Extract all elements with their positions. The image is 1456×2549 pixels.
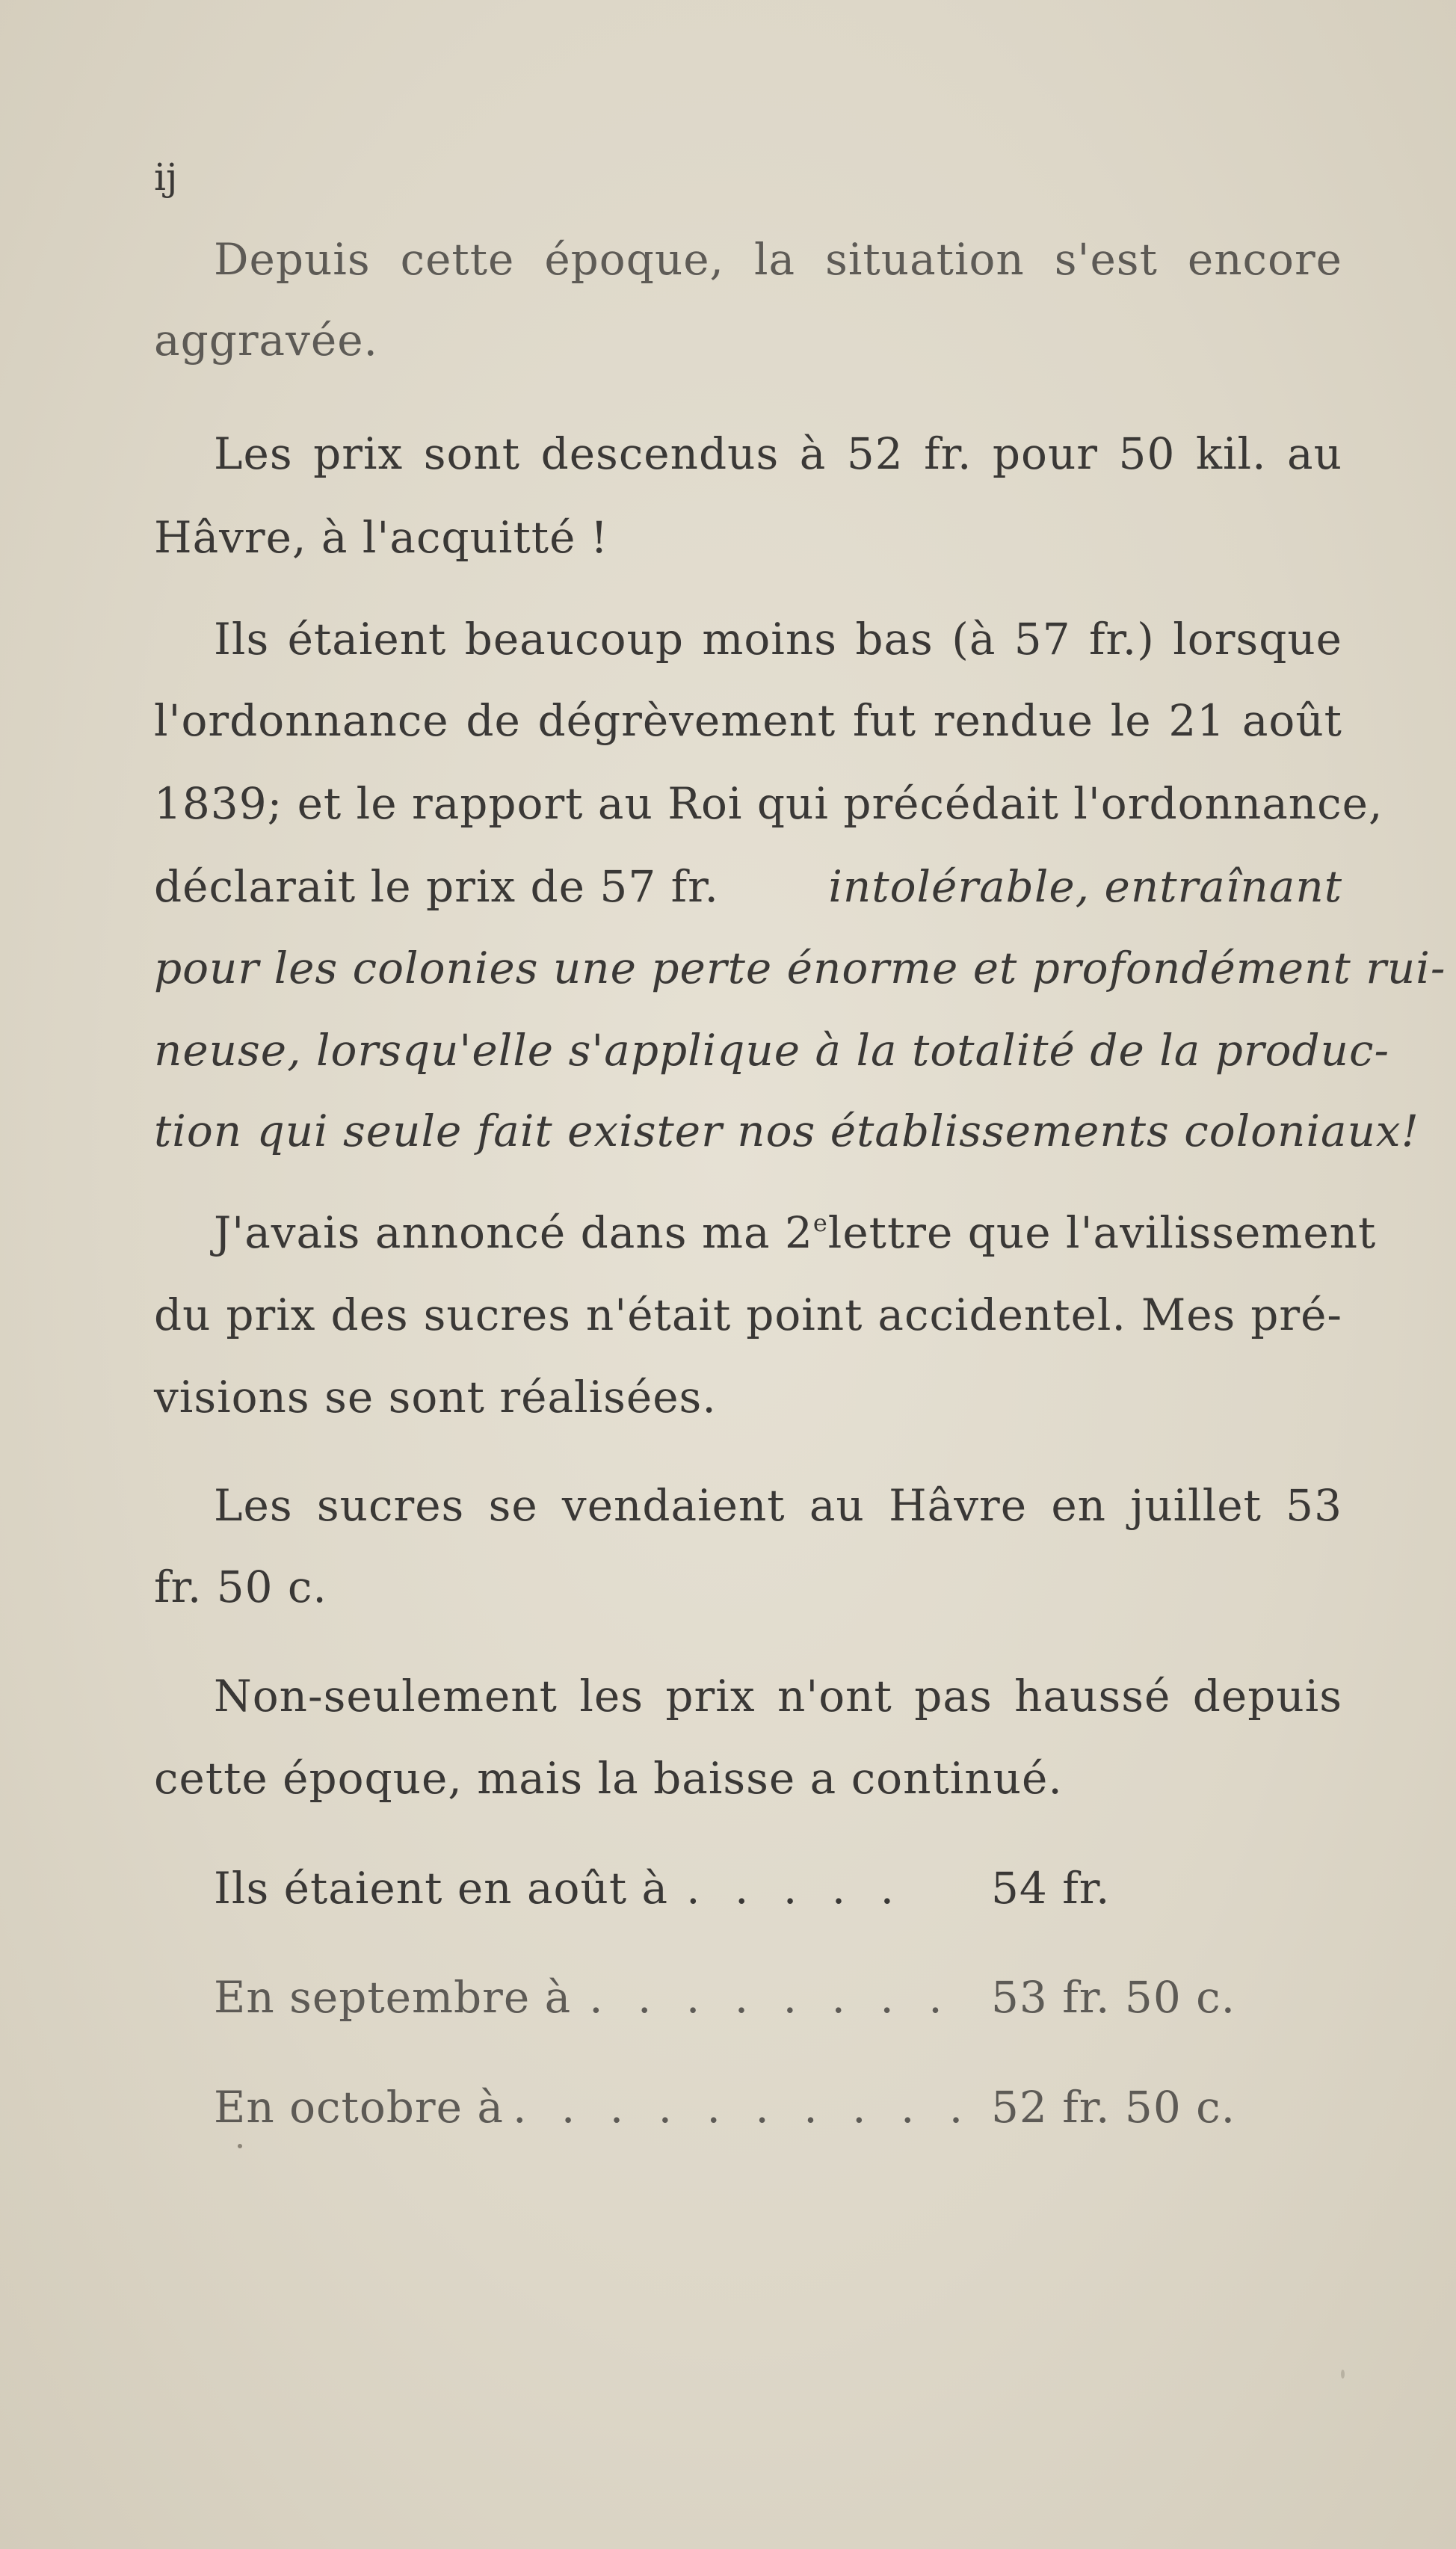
leader-dots: . . . . . . . . . . bbox=[512, 2082, 974, 2133]
text-line-15: Les sucres se vendaient au Hâvre en juillet 53 bbox=[214, 1480, 1342, 1531]
superscript-e: e bbox=[812, 1209, 828, 1237]
text-line-6: l'ordonnance de dégrèvement fut rendue le 21 août bbox=[154, 695, 1342, 746]
text-line-13: du prix des sucres n'était point accidentel. Mes pré- bbox=[154, 1289, 1342, 1340]
text-line-12-end: lettre que l'avilissement bbox=[827, 1207, 1377, 1258]
text-line-18: cette époque, mais la baisse a continué. bbox=[154, 1753, 1063, 1804]
price-value-august: 54 fr. bbox=[991, 1863, 1111, 1914]
text-line-12-start: J'avais annoncé dans ma 2e bbox=[214, 1207, 828, 1258]
text-line-10: neuse, lorsqu'elle s'applique à la totalité de la produc- bbox=[154, 1025, 1390, 1076]
price-value-october: 52 fr. 50 c. bbox=[991, 2082, 1236, 2133]
page-number: ij bbox=[154, 155, 178, 199]
text-line-11: tion qui seule fait exister nos établissements coloniaux! bbox=[154, 1106, 1419, 1156]
paper-speck bbox=[238, 2144, 242, 2148]
price-row-september bbox=[214, 1972, 1342, 2023]
text-line-2: aggravée. bbox=[154, 315, 378, 366]
text-line-12 bbox=[214, 1207, 1377, 1258]
text-line-1: Depuis cette époque, la situation s'est encore bbox=[214, 234, 1342, 285]
text-line-7: 1839; et le rapport au Roi qui précédait l'ordonnance, bbox=[154, 778, 1383, 829]
text-line-8-italic: intolérable, entraînant bbox=[828, 861, 1342, 912]
text-line-8-roman: déclarait le prix de 57 fr. bbox=[154, 861, 719, 912]
text-line-4: Hâvre, à l'acquitté ! bbox=[154, 512, 609, 563]
text-line-16: fr. 50 c. bbox=[154, 1562, 327, 1612]
leader-dots: . . . . . . . . bbox=[589, 1972, 953, 2023]
text-line-17: Non-seulement les prix n'ont pas haussé depuis bbox=[214, 1671, 1342, 1722]
leader-dots: . . . . . bbox=[686, 1863, 905, 1914]
price-row-august bbox=[214, 1863, 1342, 1914]
price-label-october: En octobre à bbox=[214, 2082, 504, 2133]
price-row-october bbox=[214, 2082, 1342, 2133]
text-line-5: Ils étaient beaucoup moins bas (à 57 fr.) lorsque bbox=[214, 614, 1342, 665]
price-value-september: 53 fr. 50 c. bbox=[991, 1972, 1236, 2023]
paper-speck bbox=[1341, 2370, 1345, 2379]
text-line-14: visions se sont réalisées. bbox=[154, 1372, 717, 1423]
text-line-3: Les prix sont descendus à 52 fr. pour 50 kil. au bbox=[214, 428, 1342, 479]
price-label-september: En septembre à bbox=[214, 1972, 572, 2023]
price-label-august: Ils étaient en août à bbox=[214, 1863, 669, 1914]
text-line-9: pour les colonies une perte énorme et profondément rui- bbox=[154, 943, 1446, 993]
text-line-8 bbox=[154, 861, 1342, 912]
